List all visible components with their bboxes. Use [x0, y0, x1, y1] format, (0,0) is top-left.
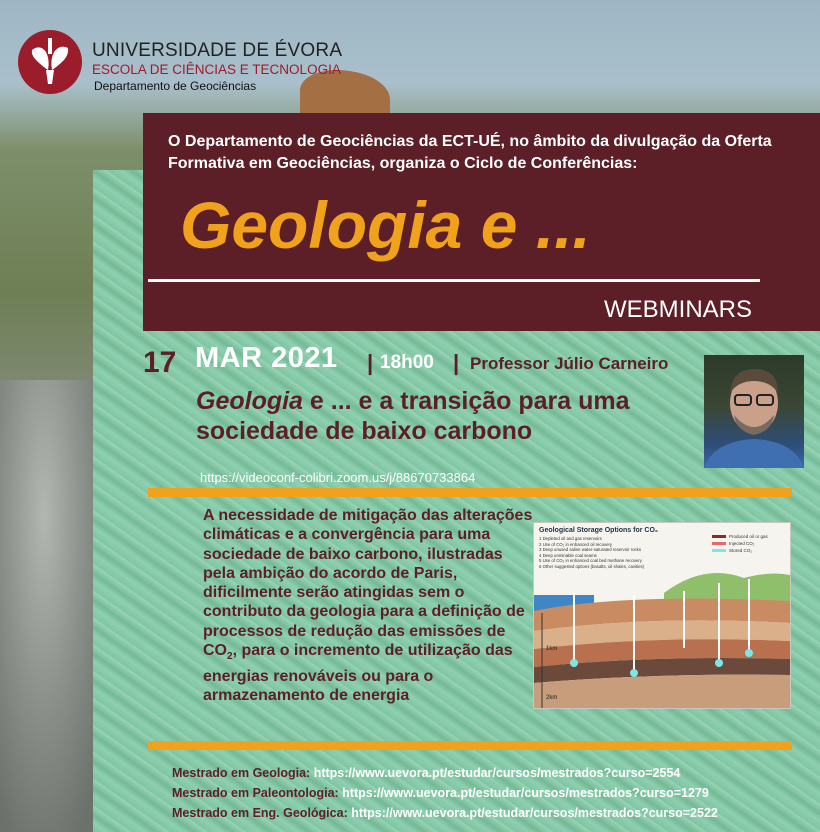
course-label: Mestrado em Paleontologia:	[172, 786, 343, 800]
intro-text: O Departamento de Geociências da ECT-UÉ, no âmbito da divulgação da Oferta Formativa em Geociências, organiza o Ciclo de Conferências:	[168, 133, 772, 172]
school-name: ESCOLA DE CIÊNCIAS E TECNOLOGIA	[92, 62, 341, 77]
zoom-link[interactable]: https://videoconf-colibri.zoom.us/j/88670733864	[200, 470, 476, 485]
orange-divider-top	[148, 488, 792, 497]
legend-item: Stored CO₂	[712, 547, 768, 554]
speaker-name: Professor Júlio Carneiro	[470, 354, 669, 373]
title-divider	[148, 279, 760, 282]
event-day: 17	[143, 346, 177, 379]
co2-subscript: 2	[227, 651, 233, 663]
course-item	[172, 803, 718, 823]
depth-label-1km: 1km	[546, 646, 558, 652]
event-month-year: MAR 2021	[195, 342, 338, 374]
depth-label-2km: 2km	[546, 695, 558, 701]
university-logo	[18, 30, 348, 100]
university-emblem-icon	[18, 30, 82, 94]
abstract-part-1: A necessidade de mitigação das alterações climáticas e a convergência para uma sociedade de baixo carbono, ilustradas pela ambição do acordo de Paris, dificilmente serão atingidas sem o contributo da geologia para a definição de processos de redução das emissões de CO	[203, 507, 533, 660]
course-links	[172, 763, 718, 823]
orange-divider-bottom	[148, 741, 792, 750]
diagram-option: 2 Use of CO₂ in enhanced oil recovery	[539, 541, 613, 547]
series-label: WEBMINARS	[604, 296, 753, 323]
diagram-legend	[712, 533, 768, 554]
university-name: UNIVERSIDADE DE ÉVORA	[92, 40, 343, 61]
talk-title-italic: Geologia	[196, 387, 303, 415]
event-time: 18h00	[380, 352, 434, 373]
diagram-option: 5 Use of CO₂ in enhanced coal bed methane recovery	[539, 558, 642, 564]
diagram-option: 6 Other suggested options (basalts, oil shales, cavities)	[539, 563, 645, 569]
diagram-options	[539, 536, 679, 570]
separator: |	[453, 350, 460, 375]
series-title: Geologia e ...	[180, 188, 591, 262]
diagram-option: 3 Deep unused saline water-saturated reservoir rocks	[539, 547, 641, 553]
abstract-text	[203, 506, 533, 705]
legend-item: Produced oil or gas	[712, 533, 768, 540]
legend-item: Injected CO₂	[712, 540, 768, 547]
course-link[interactable]: https://www.uevora.pt/estudar/cursos/mestrados?curso=2554	[313, 766, 681, 780]
course-label: Mestrado em Geologia:	[172, 766, 314, 780]
department-name: Departamento de Geociências	[94, 79, 257, 93]
abstract-part-2: , para o incremento de utilização das energias renováveis ou para o armazenamento de energia	[203, 642, 513, 704]
course-label: Mestrado em Eng. Geológica:	[172, 806, 352, 820]
course-item	[172, 763, 718, 783]
separator: |	[367, 350, 374, 375]
diagram-title: Geological Storage Options for CO₂	[539, 527, 659, 534]
course-link[interactable]: https://www.uevora.pt/estudar/cursos/mestrados?curso=2522	[351, 806, 718, 820]
talk-title-rest: e ... e a transição para uma sociedade de baixo carbono	[196, 387, 630, 445]
speaker-photo	[704, 355, 804, 468]
course-item	[172, 783, 718, 803]
course-link[interactable]: https://www.uevora.pt/estudar/cursos/mestrados?curso=1279	[342, 786, 709, 800]
co2-storage-diagram	[533, 522, 791, 709]
diagram-option: 1 Depleted oil and gas reservoirs	[539, 536, 602, 541]
talk-title	[196, 386, 686, 446]
diagram-option: 4 Deep unminable coal seams	[539, 552, 597, 558]
